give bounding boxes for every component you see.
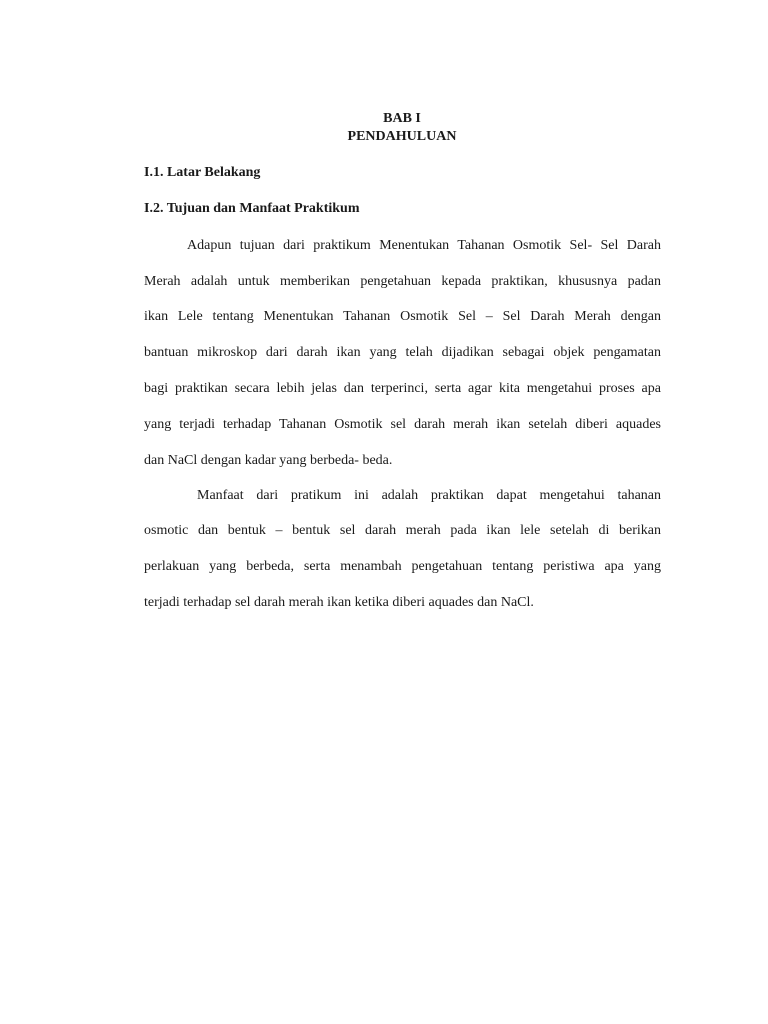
- paragraph-line: dan NaCl dengan kadar yang berbeda- beda.: [144, 453, 393, 468]
- paragraph-line: perlakuan yang berbeda, serta menambah pengetahuan tentang peristiwa apa yang: [144, 559, 661, 574]
- paragraph-line: bagi praktikan secara lebih jelas dan terperinci, serta agar kita mengetahui proses apa: [144, 381, 661, 396]
- paragraph-line: ikan Lele tentang Menentukan Tahanan Osmotik Sel – Sel Darah Merah dengan: [144, 309, 661, 324]
- paragraph-line: osmotic dan bentuk – bentuk sel darah merah pada ikan lele setelah di berikan: [144, 523, 661, 538]
- paragraph-line: Manfaat dari pratikum ini adalah praktikan dapat mengetahui tahanan: [197, 488, 661, 503]
- chapter-number: BAB I: [383, 111, 421, 126]
- section-heading-tujuan-manfaat: I.2. Tujuan dan Manfaat Praktikum: [144, 201, 360, 216]
- paragraph-line: Merah adalah untuk memberikan pengetahuan kepada praktikan, khususnya padan: [144, 274, 661, 289]
- chapter-title: PENDAHULUAN: [347, 129, 457, 144]
- section-heading-latar-belakang: I.1. Latar Belakang: [144, 165, 261, 180]
- paragraph-line: Adapun tujuan dari praktikum Menentukan Tahanan Osmotik Sel- Sel Darah: [187, 238, 661, 253]
- paragraph-line: bantuan mikroskop dari darah ikan yang telah dijadikan sebagai objek pengamatan: [144, 345, 661, 360]
- paragraph-line: yang terjadi terhadap Tahanan Osmotik sel darah merah ikan setelah diberi aquades: [144, 417, 661, 432]
- paragraph-line: terjadi terhadap sel darah merah ikan ketika diberi aquades dan NaCl.: [144, 595, 534, 610]
